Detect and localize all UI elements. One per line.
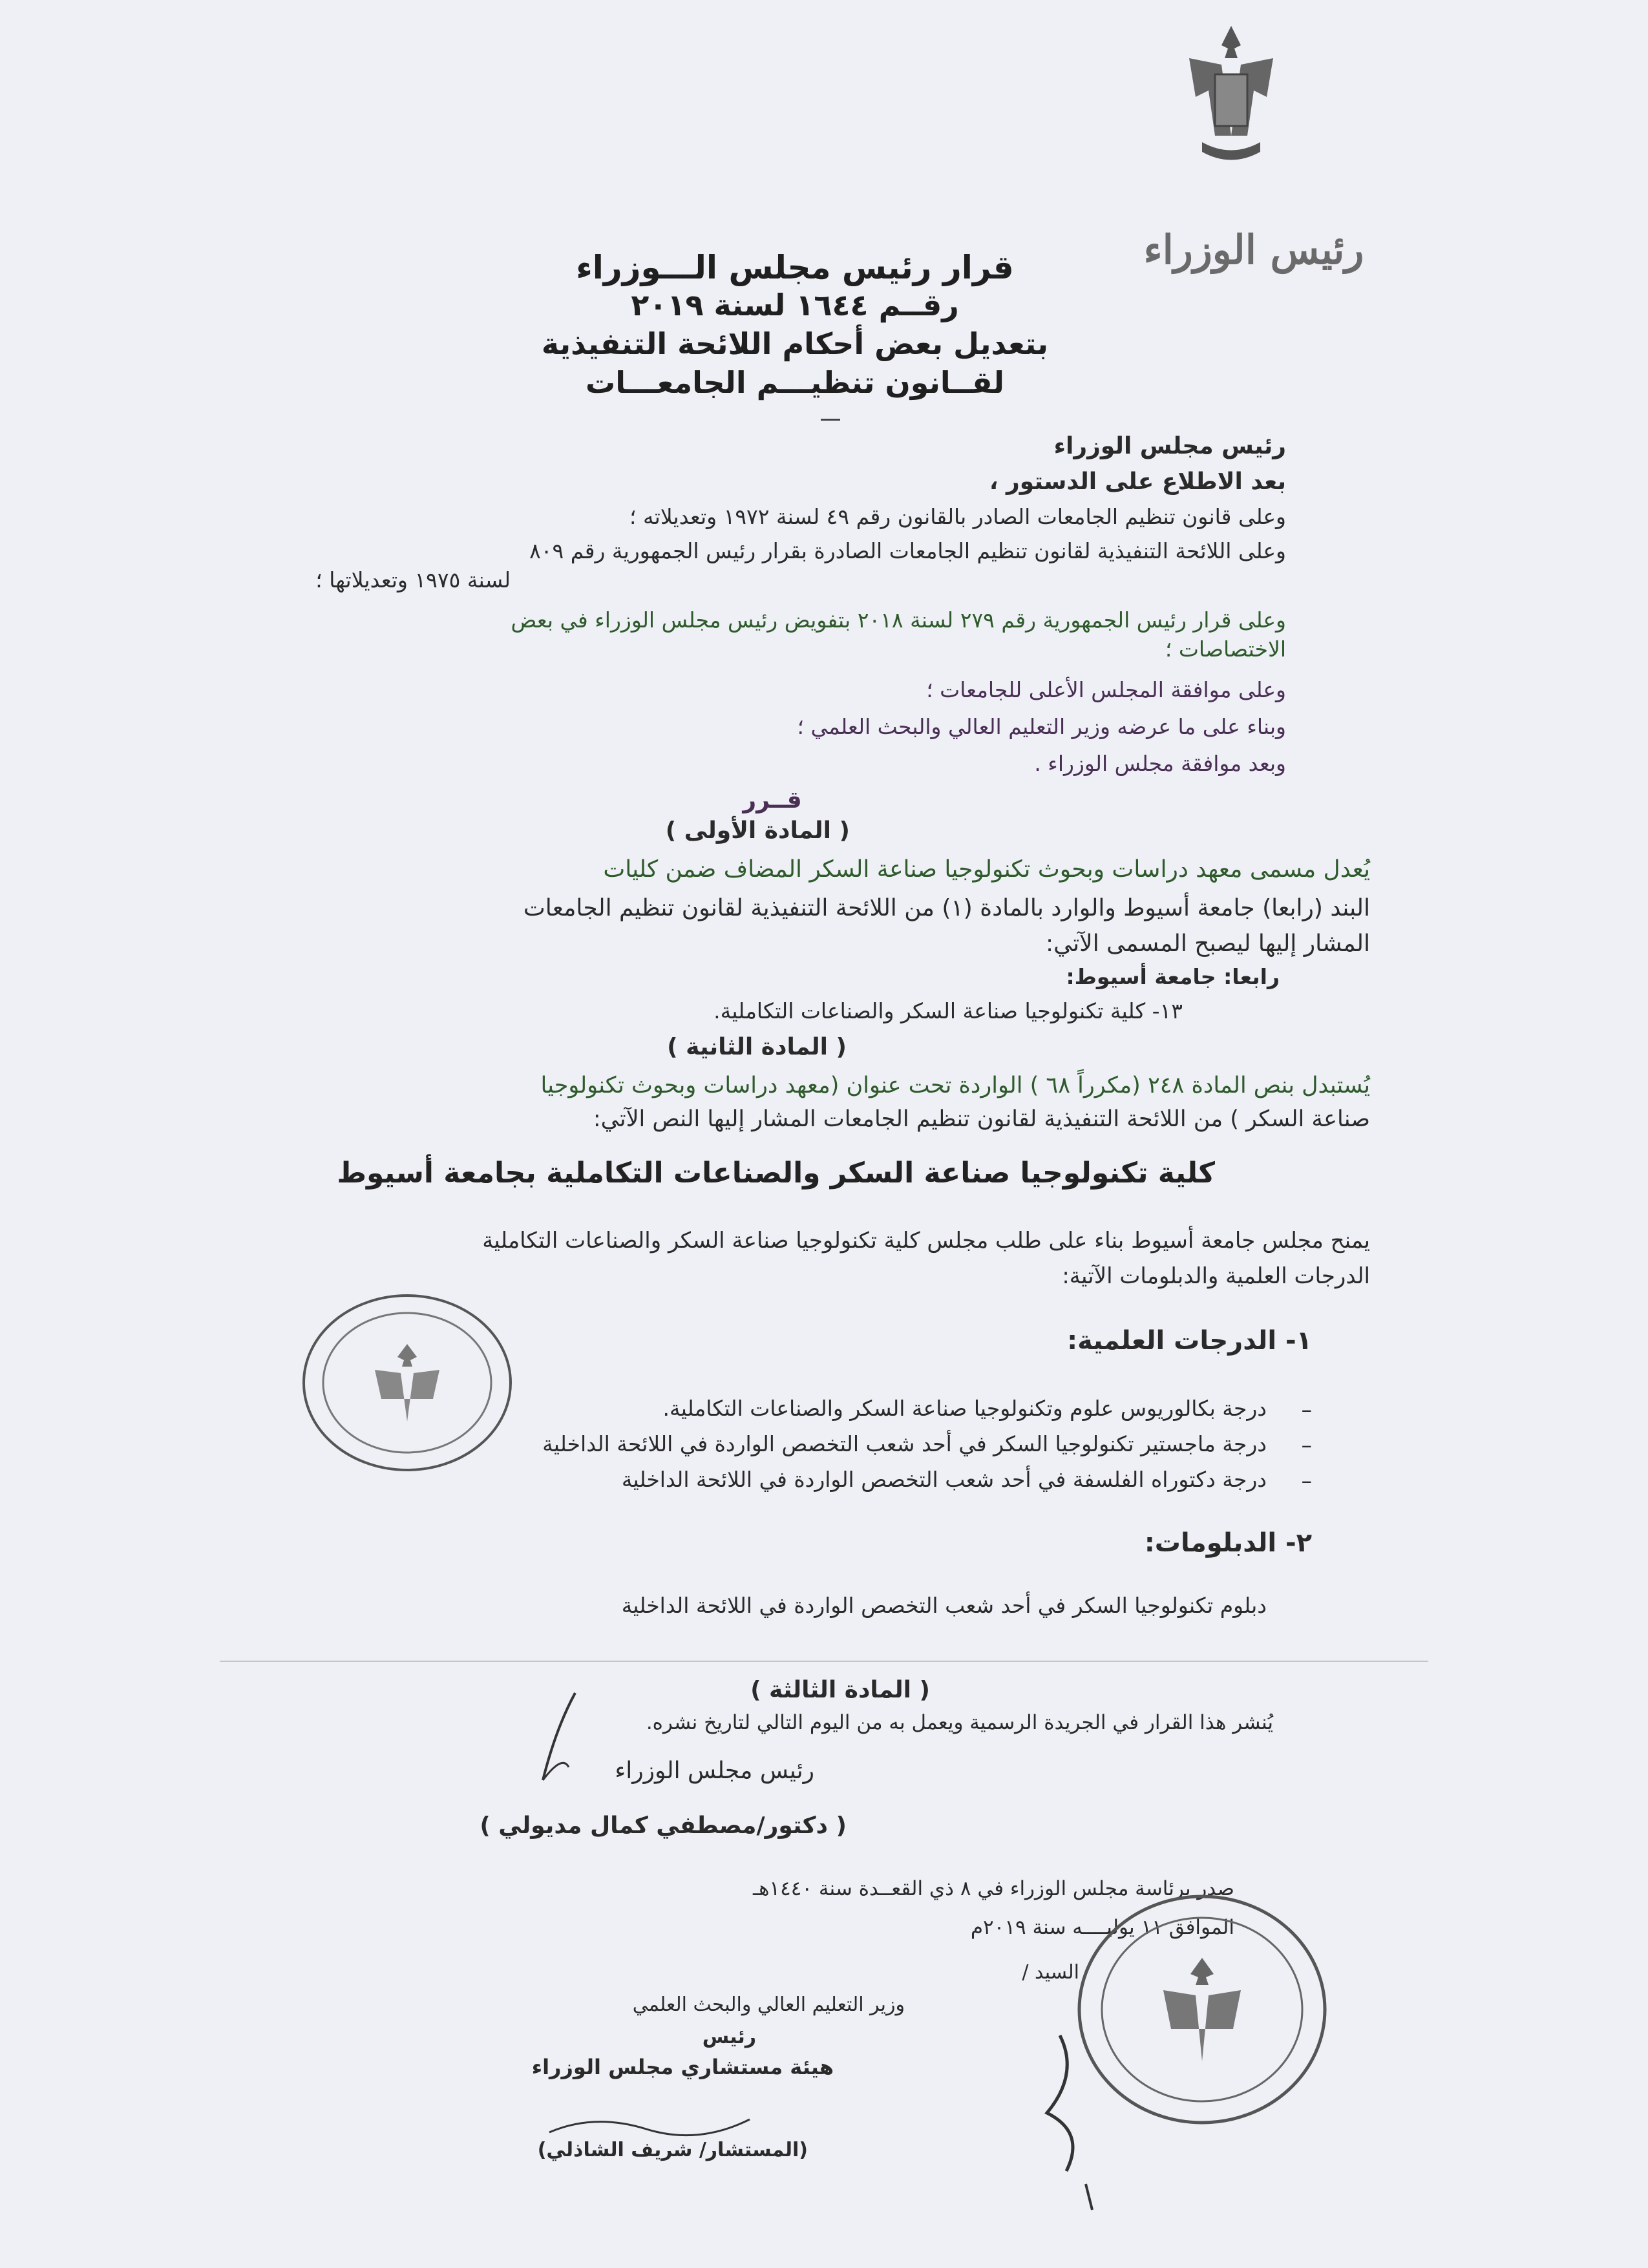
preamble-line-1: بعد الاطلاع على الدستور ، [989, 468, 1286, 495]
degree-item-3: درجة دكتوراه الفلسفة في أحد شعب التخصص الواردة في اللائحة الداخلية [621, 1467, 1267, 1492]
preamble-line-3b: لسنة ١٩٧٥ وتعديلاتها ؛ [315, 567, 511, 593]
preamble-line-4a: وعلى قرار رئيس الجمهورية رقم ٢٧٩ لسنة ٢٠١٨ بتفويض رئيس مجلس الوزراء في بعض [511, 607, 1286, 633]
head-label: رئيس [702, 2026, 756, 2048]
faculty-heading: كلية تكنولوجيا صناعة السكر والصناعات التكاملية بجامعة أسيوط [337, 1157, 1215, 1190]
official-seal-left [297, 1286, 517, 1480]
head-org: هيئة مستشاري مجلس الوزراء [531, 2055, 834, 2079]
counsel-name: (المستشار/ شريف الشاذلي) [537, 2139, 808, 2161]
issuer-line: رئيس مجلس الوزراء [1053, 433, 1286, 459]
preamble-line-4b: الاختصاصات ؛ [1165, 636, 1286, 662]
decree-title: قرار رئيس مجلس الـــوزراء [576, 249, 1014, 286]
grant-line-2: الدرجات العلمية والدبلومات الآتية: [1062, 1263, 1370, 1289]
eagle-emblem-icon [1176, 19, 1286, 168]
article-3-title: ( المادة الثالثة ) [750, 1677, 930, 1703]
degree-bullet-1: – [1301, 1397, 1312, 1422]
issuance-line-2: الموافق ١١ يوليــــه سنة ٢٠١٩م [970, 1916, 1234, 1939]
diplomas-heading: ٢- الدبلومات: [1144, 1528, 1312, 1558]
decision-heading: قــرر [743, 787, 802, 814]
preamble-line-3a: وعلى اللائحة التنفيذية لقانون تنظيم الجامعات الصادرة بقرار رئيس الجمهورية رقم ٨٠٩ [529, 538, 1286, 563]
article-1-line-2: البند (رابعا) جامعة أسيوط والوارد بالمادة (١) من اللائحة التنفيذية لقانون تنظيم الجامعات [523, 895, 1370, 921]
title-divider [821, 419, 840, 421]
article-1-line-4: رابعا: جامعة أسيوط: [1066, 964, 1280, 989]
page-fold-line [220, 1661, 1428, 1662]
signature-name: ( دكتور/مصطفي كمال مديولي ) [480, 1812, 847, 1839]
preamble-line-5: وعلى موافقة المجلس الأعلى للجامعات ؛ [926, 677, 1286, 702]
decree-number: رقــم ١٦٤٤ لسنة ٢٠١٩ [631, 288, 959, 322]
addressee-line-2: وزير التعليم العالي والبحث العلمي [632, 1993, 905, 2016]
counsel-signature [543, 2106, 756, 2145]
article-1-line-1: يُعدل مسمى معهد دراسات وبحوث تكنولوجيا صناعة السكر المضاف ضمن كليات [603, 856, 1370, 883]
institution-header: رئيس الوزراء [1143, 226, 1364, 273]
decree-subject-1: بتعديل بعض أحكام اللائحة التنفيذية [541, 326, 1049, 361]
decree-subject-2: لقــانون تنظيـــم الجامعـــات [586, 365, 1004, 400]
preamble-line-6: وبناء على ما عرضه وزير التعليم العالي والبحث العلمي ؛ [797, 714, 1286, 739]
degrees-heading: ١- الدرجات العلمية: [1067, 1326, 1312, 1356]
degree-bullet-3: – [1301, 1468, 1312, 1493]
handwritten-initials [1021, 2022, 1137, 2216]
article-1-title: ( المادة الأولى ) [665, 817, 850, 844]
article-1-line-5: ١٣- كلية تكنولوجيا صناعة السكر والصناعات التكاملية. [713, 998, 1183, 1024]
handwritten-signature [517, 1690, 607, 1787]
article-1-line-3: المشار إليها ليصبح المسمى الآتي: [1046, 930, 1370, 957]
grant-line-1: يمنح مجلس جامعة أسيوط بناء على طلب مجلس كلية تكنولوجيا صناعة السكر والصناعات التكاملية [482, 1228, 1370, 1254]
article-2-title: ( المادة الثانية ) [667, 1034, 847, 1060]
degree-item-1: درجة بكالوريوس علوم وتكنولوجيا صناعة السكر والصناعات التكاملية. [662, 1396, 1267, 1421]
article-2-line-2: صناعة السكر ) من اللائحة التنفيذية لقانون تنظيم الجامعات المشار إليها النص الآتي: [593, 1106, 1370, 1132]
diploma-item: دبلوم تكنولوجيا السكر في أحد شعب التخصص الواردة في اللائحة الداخلية [621, 1593, 1267, 1618]
addressee-line-1: السيد / [1022, 1961, 1079, 1984]
degree-bullet-2: – [1301, 1433, 1312, 1458]
article-3-line-1: يُنشر هذا القرار في الجريدة الرسمية ويعمل به من اليوم التالي لتاريخ نشره. [646, 1711, 1273, 1734]
article-2-line-1: يُستبدل بنص المادة ٢٤٨ (مكرراً ٦٨ ) الواردة تحت عنوان (معهد دراسات وبحوث تكنولوجيا [540, 1073, 1370, 1098]
preamble-line-2: وعلى قانون تنظيم الجامعات الصادر بالقانون رقم ٤٩ لسنة ١٩٧٢ وتعديلاته ؛ [629, 504, 1286, 529]
preamble-line-7: وبعد موافقة مجلس الوزراء . [1034, 751, 1286, 776]
degree-item-2: درجة ماجستير تكنولوجيا السكر في أحد شعب التخصص الواردة في اللائحة الداخلية [542, 1431, 1267, 1456]
issuance-line-1: صدر برئاسة مجلس الوزراء في ٨ ذي القعــدة سنة ١٤٤٠هـ [752, 1877, 1234, 1900]
signature-title: رئيس مجلس الوزراء [615, 1758, 814, 1784]
